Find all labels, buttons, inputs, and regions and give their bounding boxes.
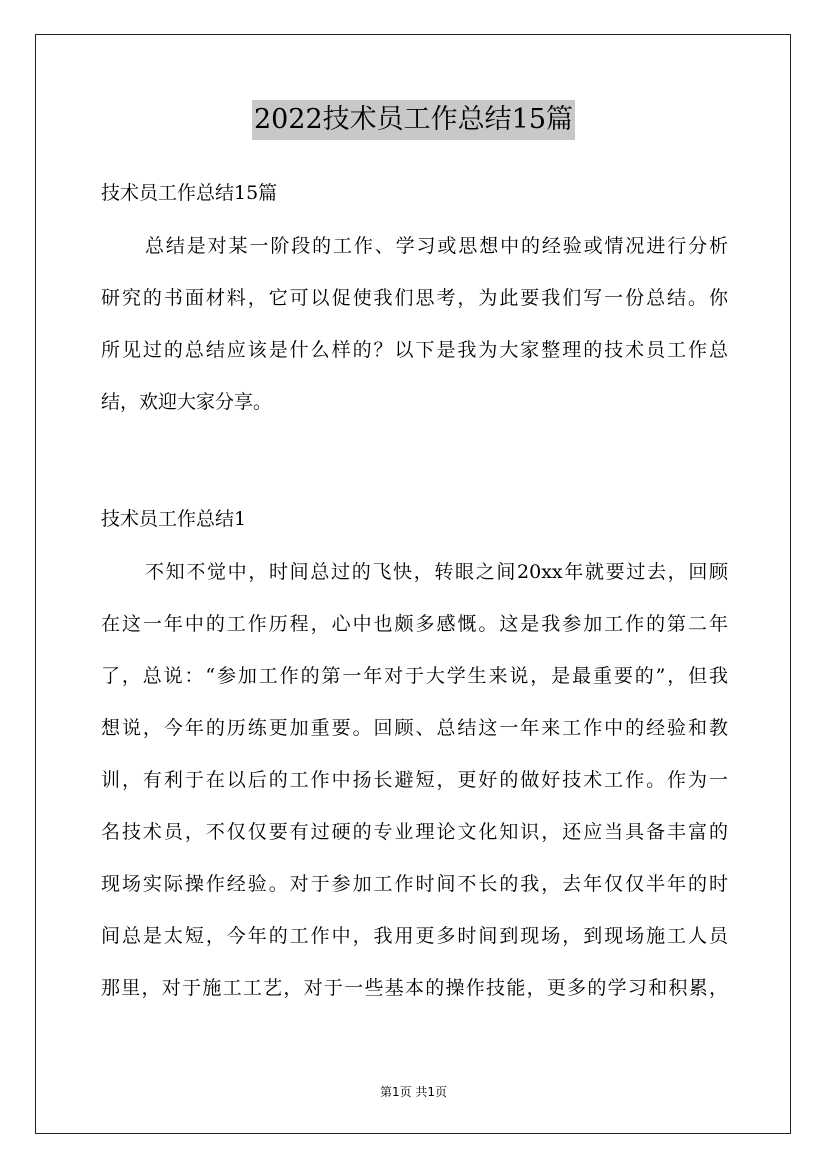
body-line: 名技术员，不仅仅要有过硬的专业理论文化知识，还应当具备丰富的 <box>101 821 728 843</box>
intro-line: 所见过的总结应该是什么样的？以下是我为大家整理的技术员工作总 <box>101 339 728 361</box>
body-line: 那里，对于施工工艺，对于一些基本的操作技能，更多的学习和积累， <box>101 977 728 999</box>
body-line: 了，总说：“参加工作的第一年对于大学生来说，是最重要的”，但我 <box>101 665 728 687</box>
title-container <box>0 100 827 140</box>
section-heading: 技术员工作总结1 <box>101 508 247 530</box>
body-line: 训，有利于在以后的工作中扬长避短，更好的做好技术工作。作为一 <box>101 769 728 791</box>
body-line: 现场实际操作经验。对于参加工作时间不长的我，去年仅仅半年的时 <box>101 873 728 895</box>
page-footer: 第1页 共1页 <box>379 1085 448 1099</box>
intro-line: 研究的书面材料，它可以促使我们思考，为此要我们写一份总结。你 <box>101 287 728 309</box>
body-line: 想说，今年的历练更加重要。回顾、总结这一年来工作中的经验和教 <box>101 717 728 739</box>
body-line: 间总是太短，今年的工作中，我用更多时间到现场，到现场施工人员 <box>101 925 728 947</box>
intro-line: 总结是对某一阶段的工作、学习或思想中的经验或情况进行分析 <box>145 235 728 257</box>
document-title: 2022技术员工作总结15篇 <box>252 100 575 140</box>
body-line: 在这一年中的工作历程，心中也颇多感慨。这是我参加工作的第二年 <box>101 613 728 635</box>
body-line: 不知不觉中，时间总过的飞快，转眼之间20xx年就要过去，回顾 <box>145 561 728 583</box>
intro-line: 结，欢迎大家分享。 <box>101 391 273 413</box>
document-subtitle: 技术员工作总结15篇 <box>101 182 278 204</box>
